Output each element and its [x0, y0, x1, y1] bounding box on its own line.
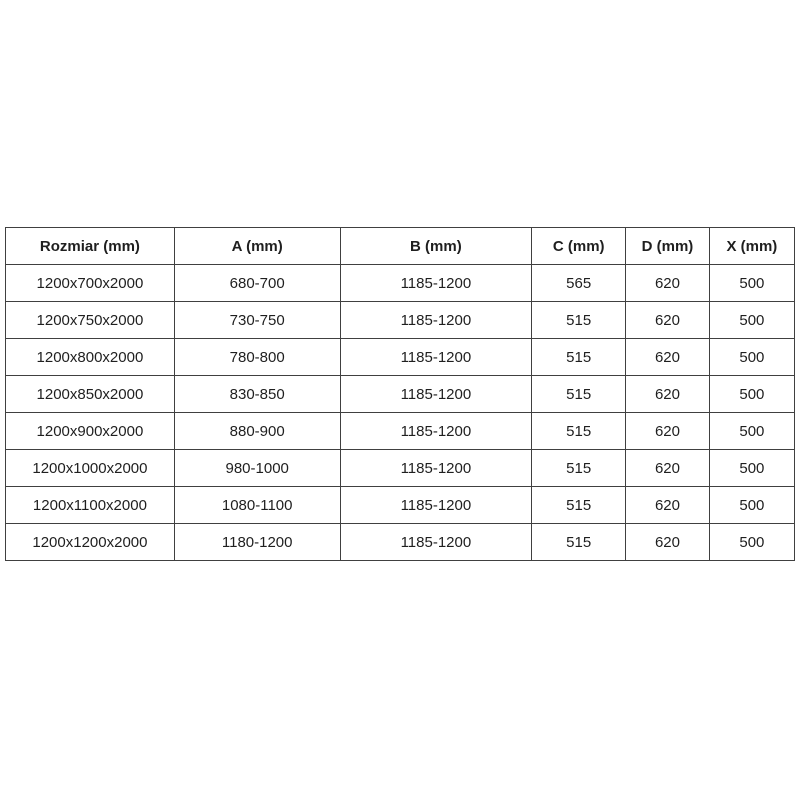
- table-cell: 1185-1200: [340, 339, 532, 376]
- table-cell: 1185-1200: [340, 450, 532, 487]
- table-row: [6, 487, 795, 524]
- table-row: [6, 413, 795, 450]
- table-cell: 500: [709, 376, 794, 413]
- table-cell: 1200x800x2000: [6, 339, 175, 376]
- table-cell: 620: [626, 376, 710, 413]
- table-cell: 515: [532, 302, 626, 339]
- table-cell: 1185-1200: [340, 302, 532, 339]
- table-cell: 500: [709, 302, 794, 339]
- table-cell: 780-800: [174, 339, 340, 376]
- table-cell: 1200x1000x2000: [6, 450, 175, 487]
- column-header: D (mm): [626, 228, 710, 265]
- table-cell: 515: [532, 487, 626, 524]
- table-cell: 1185-1200: [340, 413, 532, 450]
- header-row: [6, 228, 795, 265]
- table-cell: 980-1000: [174, 450, 340, 487]
- table-cell: 500: [709, 524, 794, 561]
- table-cell: 515: [532, 450, 626, 487]
- table-cell: 500: [709, 265, 794, 302]
- table-row: [6, 302, 795, 339]
- column-header: Rozmiar (mm): [6, 228, 175, 265]
- table-cell: 620: [626, 339, 710, 376]
- table-row: [6, 524, 795, 561]
- table-cell: 1185-1200: [340, 487, 532, 524]
- table-cell: 515: [532, 413, 626, 450]
- table-cell: 500: [709, 339, 794, 376]
- table-cell: 620: [626, 450, 710, 487]
- column-header: B (mm): [340, 228, 532, 265]
- table-cell: 620: [626, 413, 710, 450]
- table-row: [6, 265, 795, 302]
- table-cell: 1080-1100: [174, 487, 340, 524]
- size-table-body: [6, 265, 795, 561]
- table-cell: 1185-1200: [340, 524, 532, 561]
- table-row: [6, 376, 795, 413]
- table-cell: 1200x850x2000: [6, 376, 175, 413]
- table-cell: 1200x1100x2000: [6, 487, 175, 524]
- size-table-header: [6, 228, 795, 265]
- table-cell: 1180-1200: [174, 524, 340, 561]
- table-cell: 515: [532, 339, 626, 376]
- size-table: [5, 227, 795, 561]
- table-cell: 680-700: [174, 265, 340, 302]
- table-cell: 830-850: [174, 376, 340, 413]
- column-header: X (mm): [709, 228, 794, 265]
- table-cell: 500: [709, 487, 794, 524]
- table-cell: 620: [626, 487, 710, 524]
- table-cell: 515: [532, 524, 626, 561]
- table-cell: 620: [626, 524, 710, 561]
- table-cell: 620: [626, 265, 710, 302]
- table-cell: 620: [626, 302, 710, 339]
- column-header: C (mm): [532, 228, 626, 265]
- table-cell: 1200x900x2000: [6, 413, 175, 450]
- table-cell: 565: [532, 265, 626, 302]
- table-cell: 1185-1200: [340, 376, 532, 413]
- table-cell: 1185-1200: [340, 265, 532, 302]
- table-cell: 730-750: [174, 302, 340, 339]
- table-row: [6, 339, 795, 376]
- table-cell: 515: [532, 376, 626, 413]
- table-cell: 500: [709, 450, 794, 487]
- table-cell: 1200x750x2000: [6, 302, 175, 339]
- table-cell: 1200x1200x2000: [6, 524, 175, 561]
- table-cell: 1200x700x2000: [6, 265, 175, 302]
- column-header: A (mm): [174, 228, 340, 265]
- size-table-container: [5, 227, 795, 561]
- table-cell: 880-900: [174, 413, 340, 450]
- table-cell: 500: [709, 413, 794, 450]
- table-row: [6, 450, 795, 487]
